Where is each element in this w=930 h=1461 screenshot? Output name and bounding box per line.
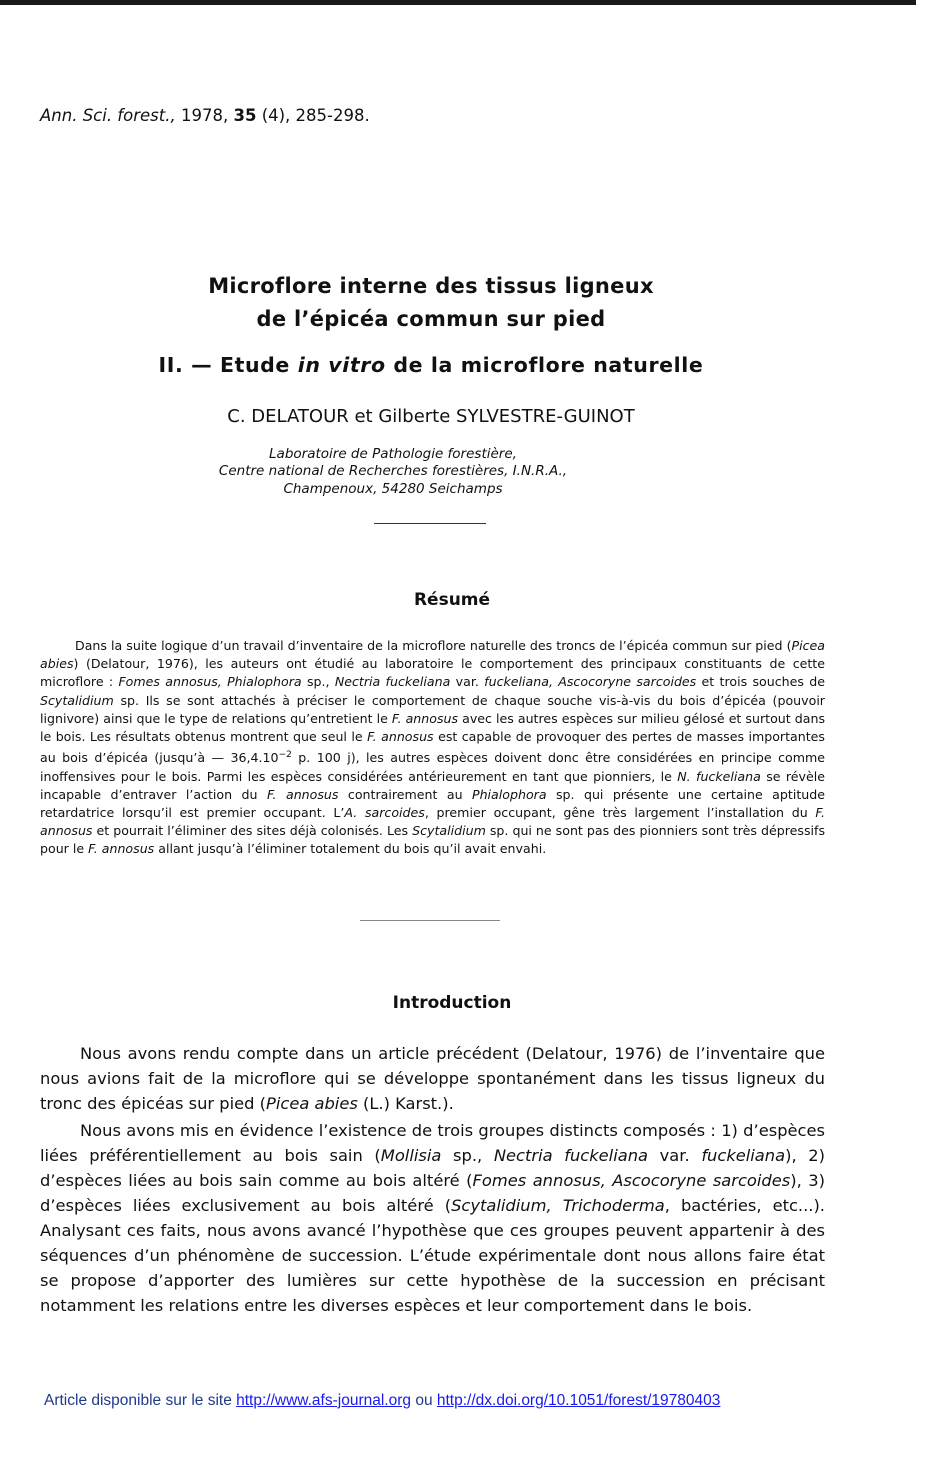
species-name: A. sarcoides [344,805,425,821]
species-name: Nectria fuckeliana [493,1146,648,1165]
citation-volume: 35 [233,106,257,125]
journal-site-link[interactable]: http://www.afs-journal.org [236,1392,412,1409]
species-name: F. annosus [391,710,459,726]
footer-availability [44,1392,720,1410]
species-name: Scytalidium [412,823,486,839]
abstract-span: se révèle incapable d’entraver l’action du [40,768,825,802]
species-name: N. fuckeliana [677,768,761,784]
resume-heading: Résumé [413,590,491,610]
species-name: Fomes annosus, Ascocoryne sarcoides [472,1171,791,1190]
abstract-span: sp. Ils se sont attachés à préciser le comportement de chaque souche vis-à-vis du bois d’épicéa (pouvoir lignivore) ainsi que le type de relations qu’entretient le [40,692,825,726]
species-name: Scytalidium [40,692,114,708]
abstract-span: allant jusqu’à l’éliminer totalement du bois qu’il avait envahi. [154,841,547,857]
affiliation-line-2: Centre national de Recherches forestières, I.N.R.A., [218,463,568,479]
separator [374,523,486,524]
intro-span: (L.) Karst.). [357,1094,454,1113]
species-name: fuckeliana, Ascocoryne sarcoides [484,674,697,690]
subtitle-italic: in vitro [297,353,386,377]
intro-span: sp., [441,1146,494,1165]
intro-span: var. [648,1146,702,1165]
intro-paragraph-1 [40,1041,825,1116]
species-name: Phialophora [471,786,547,802]
abstract-span: et pourrait l’éliminer des sites déjà colonisés. Les [92,823,413,839]
intro-span: Nous avons mis en évidence l’existence de trois groupes distincts composés : 1) d’espèces liées préférentiellement au bois sain ( [40,1121,825,1165]
citation [40,106,370,125]
abstract-span: var. [450,674,485,690]
citation-year: 1978, [180,106,229,125]
abstract-text [40,637,825,859]
species-name: Picea abies [40,638,825,672]
journal-name: Ann. Sci. forest., [40,106,176,125]
abstract-span: sp. qui ne sont pas des pionniers sont très dépressifs pour le [40,823,826,857]
species-name: Scytalidium, Trichoderma [451,1196,665,1215]
title-line-2: de l’épicéa commun sur pied [256,307,606,331]
affiliation-line-1: Laboratoire de Pathologie forestière, [269,446,517,462]
intro-span: ), 3) d’espèces liées exclusivement au bois altéré ( [40,1171,825,1215]
citation-pages: (4), 285-298. [261,106,370,125]
introduction-heading: Introduction [392,993,512,1013]
species-name: F. annosus [266,786,339,802]
footer-prefix: Article disponible sur le site [44,1392,237,1409]
subtitle-part: II. — Etude [158,353,290,377]
abstract-span: ) (Delatour, 1976), les auteurs ont étudié au laboratoire le comportement des principaux constituants de cette microflore : [40,656,825,690]
species-name: F. annosus [88,841,155,857]
intro-span: , bactéries, etc...). Analysant ces faits, nous avons avancé l’hypothèse que ces groupes peuvent appartenir à des séquences d’un phénomène de succession. L’étude expérimentale dont nous allons faire état se propose d’apporter des lumières sur cette hypothèse de la succession en précisant notamment les relations entre les diverses espèces et leur comportement dans le bois. [40,1196,825,1315]
title-line-1: Microflore interne des tissus ligneux [208,274,654,298]
abstract-span: sp., [301,674,335,690]
abstract-span: est capable de provoquer des pertes de masses importantes au bois d’épicéa (jusqu’à — 36,4.10 [40,729,825,766]
intro-span: Nous avons rendu compte dans un article précédent (Delatour, 1976) de l’inventaire que nous avions fait de la microflore qui se développe spontanément dans les tissus ligneux du tronc des épicéas sur pied ( [40,1044,825,1113]
abstract-span: contrairement au [338,786,472,802]
abstract-span: p. 100 j), les autres espèces doivent donc être considérées en principe comme inoffensives pour le bois. Parmi les espèces considérées antérieurement en tant que pionniers, le [40,750,825,784]
intro-span: ), 2) d’espèces liées au bois sain comme au bois altéré ( [40,1146,825,1190]
subtitle [0,353,862,377]
species-name: F. annosus [40,805,825,839]
species-name: Mollisia [380,1146,442,1165]
species-name: Picea abies [266,1094,358,1113]
abstract-span: avec les autres espèces sur milieu gélosé et surtout dans le bois. Les résultats obtenus montrent que seul le [40,710,826,745]
intro-paragraph-2 [40,1118,825,1318]
doi-link[interactable]: http://dx.doi.org/10.1051/forest/19780403 [436,1392,721,1409]
species-name: fuckeliana [701,1146,786,1165]
species-name: F. annosus [367,729,434,745]
top-rule [0,0,916,5]
abstract-span: sp. qui présente une certaine aptitude retardatrice lorsqu’il est premier occupant. L’ [40,786,825,821]
subtitle-part: de la microflore naturelle [393,353,704,377]
separator [360,920,500,921]
authors: C. DELATOUR et Gilberte SYLVESTRE-GUINOT [227,406,635,427]
abstract-span: Dans la suite logique d’un travail d’inventaire de la microflore naturelle des troncs de l’épicéa commun sur pied ( [75,638,792,653]
species-name: Fomes annosus, Phialophora [118,674,302,690]
footer-connector: ou [411,1392,437,1409]
abstract-span: , premier occupant, gêne très largement l’installation du [424,805,816,821]
exponent: −2 [278,750,292,761]
abstract-span: et trois souches de [696,674,825,690]
affiliation-line-3: Champenoux, 54280 Seichamps [283,481,503,497]
species-name: Nectria fuckeliana [334,674,451,690]
